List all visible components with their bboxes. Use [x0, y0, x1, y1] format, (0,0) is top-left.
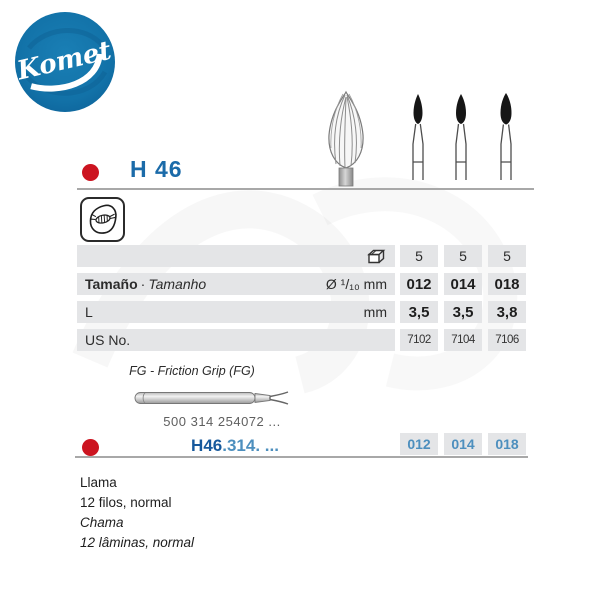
- length-value-cell: 3,5: [444, 301, 482, 323]
- size-label-es: Tamaño: [85, 276, 138, 292]
- availability-dot: [82, 164, 99, 181]
- length-row-label: [77, 301, 395, 323]
- label-separator: ·: [140, 276, 146, 292]
- size-row-label: [77, 273, 395, 295]
- product-description: [80, 473, 194, 553]
- description-line-pt-2: 12 lâminas, normal: [80, 535, 195, 550]
- order-code-prefix: H46: [191, 436, 223, 455]
- order-code-suffix: .314. ...: [222, 436, 279, 455]
- length-unit: mm: [363, 304, 387, 320]
- usno-value-cell: 7106: [488, 329, 526, 351]
- pack-qty-cell: 5: [444, 245, 482, 267]
- shank-type-label: FG - Friction Grip (FG): [129, 364, 255, 378]
- size-value-cell: 018: [488, 273, 526, 295]
- order-number: 500 314 254072 ...: [163, 414, 281, 429]
- length-value-cell: 3,8: [488, 301, 526, 323]
- komet-logo: [13, 10, 117, 114]
- bur-silhouette-014: [450, 92, 472, 182]
- usno-row-label: [77, 329, 395, 351]
- package-icon: [366, 247, 387, 265]
- fg-shank-illustration: [132, 388, 292, 408]
- order-size-cell: 012: [400, 433, 438, 455]
- order-size-cell: 018: [488, 433, 526, 455]
- order-size-cell: 014: [444, 433, 482, 455]
- usno-value-cell: 7104: [444, 329, 482, 351]
- size-label-pt: Tamanho: [148, 276, 207, 292]
- order-code: [150, 436, 320, 456]
- logo-text: Komet: [14, 35, 115, 87]
- length-value-cell: 3,5: [400, 301, 438, 323]
- page-title: H 46: [130, 156, 183, 182]
- size-value-cell: 014: [444, 273, 482, 295]
- divider: [77, 188, 534, 190]
- length-label: L: [85, 304, 93, 320]
- size-unit: Ø ¹/₁₀ mm: [325, 276, 387, 292]
- divider: [75, 456, 528, 458]
- size-value-cell: 012: [400, 273, 438, 295]
- application-icon-box: [80, 197, 125, 242]
- availability-dot: [82, 439, 99, 456]
- bur-head-illustration: [323, 90, 369, 187]
- description-line-pt-1: Chama: [80, 515, 124, 530]
- usno-value-cell: 7102: [400, 329, 438, 351]
- tooth-preparation-icon: [84, 201, 122, 239]
- description-line-es-1: Llama: [80, 475, 117, 490]
- pack-qty-cell: 5: [488, 245, 526, 267]
- usno-label: US No.: [85, 332, 131, 348]
- pack-row-label: [77, 245, 395, 267]
- description-line-es-2: 12 filos, normal: [80, 495, 172, 510]
- pack-qty-cell: 5: [400, 245, 438, 267]
- bur-silhouette-018: [495, 92, 517, 182]
- bur-silhouette-012: [407, 92, 429, 182]
